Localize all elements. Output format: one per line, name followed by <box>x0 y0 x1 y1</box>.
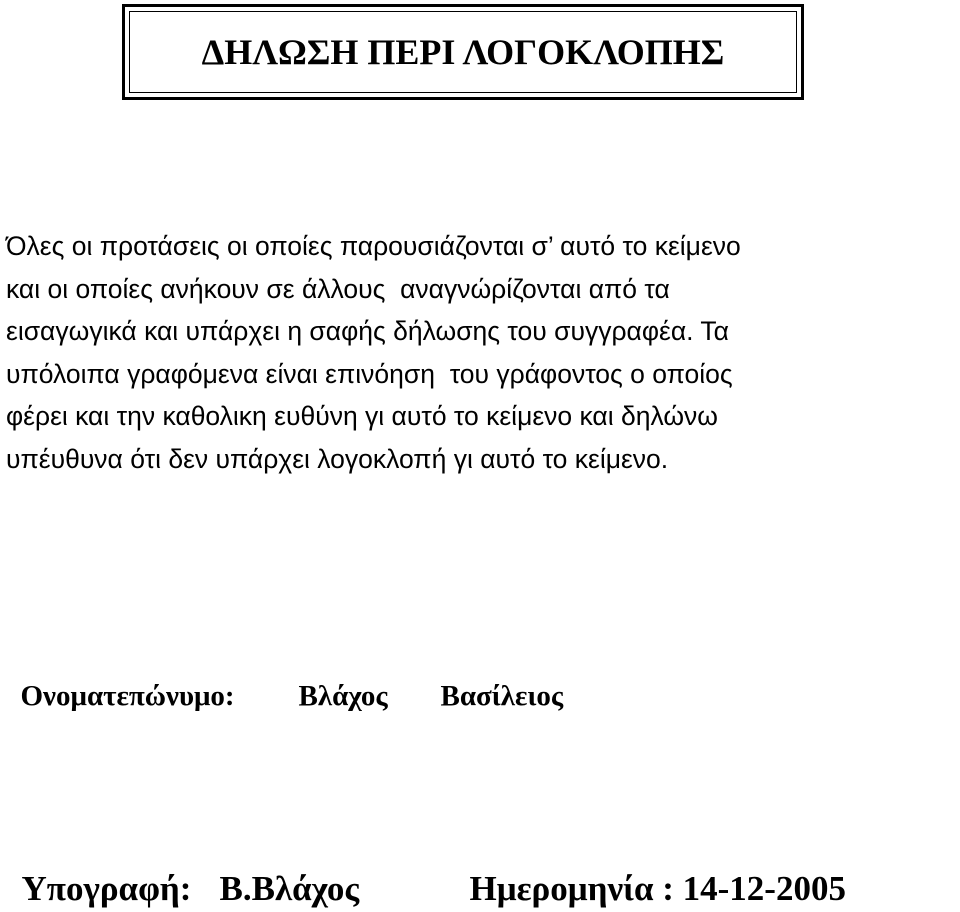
author-row <box>6 636 563 716</box>
declaration-paragraph <box>6 225 956 480</box>
title-frame-inner <box>129 11 797 93</box>
declaration-line-2: και οι οποίες ανήκουν σε άλλους αναγνώρίζονται από τα <box>6 273 670 304</box>
date-separator <box>674 866 683 912</box>
signature-row <box>4 820 846 912</box>
signature-value: Β.Βλάχος <box>219 869 360 908</box>
date-label: Ημερομηνία : <box>469 869 674 908</box>
declaration-line-3: εισαγωγικά και υπάρχει η σαφής δήλωσης του συγγραφέα. Τα <box>6 316 730 346</box>
declaration-line-4: υπόλοιπα γραφόμενα είναι επινόηση του γράφοντος ο οποίος <box>6 358 733 389</box>
author-surname: Βλάχος <box>298 680 388 712</box>
declaration-line-6: υπέυθυνα ότι δεν υπάρχει λογοκλοπή γι αυτό το κείμενο. <box>6 443 669 474</box>
declaration-line-5: φέρει και την καθολικη ευθύνη γι αυτό το κείμενο και δηλώνω <box>6 401 718 431</box>
title-frame <box>122 4 804 100</box>
author-label: Ονοματεπώνυμο: <box>20 680 235 712</box>
date-value: 14-12-2005 <box>682 869 846 908</box>
signature-label: Υπογραφή: <box>21 869 192 908</box>
declaration-line-1: Όλες οι προτάσεις οι οποίες παρουσιάζονται σ’ αυτό το κείμενο <box>6 231 741 261</box>
author-firstname: Βασίλειος <box>440 680 564 712</box>
page-title: ΔΗΛΩΣΗ ΠΕΡΙ ΛΟΓΟΚΛΟΠΗΣ <box>201 32 725 72</box>
